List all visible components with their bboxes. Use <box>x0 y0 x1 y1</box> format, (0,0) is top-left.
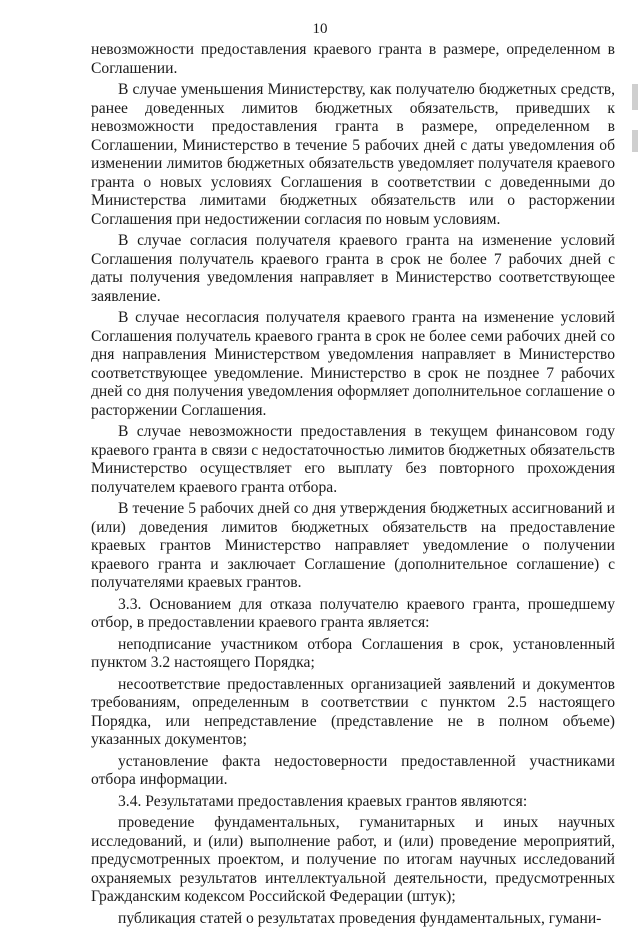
paragraph: В случае уменьшения Министерству, как получателю бюджетных средств, ранее доведенных лимитов бюджетных обязательств, приведших к невозможности предоставления гранта в размере, определенном в Соглашении, Министерство в течение 5 рабочих дней с даты уведомления об изменении лимитов бюджетных обязательств уведомляет получателя краевого гранта о новых условиях Соглашения в соответствии с доведенными до Министерства лимитами бюджетных обязательств или о расторжении Соглашения при недостижении согласия по новым условиям. <box>91 81 615 228</box>
paragraph: В течение 5 рабочих дней со дня утверждения бюджетных ассигнований и (или) доведения лимитов бюджетных обязательств на предоставление краевых грантов Министерство направляет уведомление о получении краевого гранта и заключает Соглашение (дополнительное соглашение) с получателями краевых грантов. <box>91 500 615 591</box>
section-heading-3-4: 3.4. Результатами предоставления краевых грантов являются: <box>118 792 528 810</box>
list-item: проведение фундаментальных, гуманитарных и иных научных исследований, и (или) выполнение работ, и (или) проведение мероприятий, предусмотренных проектом, и получение по итогам научных исследований охраняемых результатов интеллектуальной деятельности, предусмотренных Гражданским кодексом Российской Федерации (штук); <box>91 814 615 905</box>
paragraph: В случае несогласия получателя краевого гранта на изменение условий Соглашения получатель краевого гранта в срок не более семи рабочих дней со дня направления Министерством уведомления направляет в Министерство соответствующее уведомление. Министерство в срок не позднее 7 рабочих дней со дня получения уведомления оформляет дополнительное соглашение о расторжении Соглашения. <box>91 309 615 419</box>
paragraph: В случае невозможности предоставления в текущем финансовом году краевого гранта в связи с недостаточностью лимитов бюджетных обязательств Министерство осуществляет его выплату без повторного прохождения получателем краевого гранта отбора. <box>91 423 615 496</box>
page-number: 10 <box>312 21 328 37</box>
scan-edge-mark <box>632 130 638 152</box>
section-heading-3-3: 3.3. Основанием для отказа получателю краевого гранта, прошедшему отбор, в предоставлении краевого гранта является: <box>91 595 615 631</box>
list-item: публикация статей о результатах проведения фундаментальных, гумани- <box>118 909 602 927</box>
scan-edge-mark <box>632 84 638 110</box>
paragraph: В случае согласия получателя краевого гранта на изменение условий Соглашения получатель краевого гранта в срок не более 7 рабочих дней с даты получения уведомления направляет в Министерство соответствующее заявление. <box>91 232 615 305</box>
paragraph: невозможности предоставления краевого гранта в размере, определенном в Соглашении. <box>91 41 615 77</box>
list-item: установление факта недостоверности предоставленной участниками отбора информации. <box>91 752 615 788</box>
document-body <box>91 41 615 931</box>
list-item: несоответствие предоставленных организацией заявлений и документов требованиям, определенным в соответствии с пунктом 2.5 настоящего Порядка, или непредставление (представление не в полном объеме) указанных документов; <box>91 675 615 748</box>
list-item: неподписание участником отбора Соглашения в срок, установленный пунктом 3.2 настоящего Порядка; <box>91 635 615 671</box>
